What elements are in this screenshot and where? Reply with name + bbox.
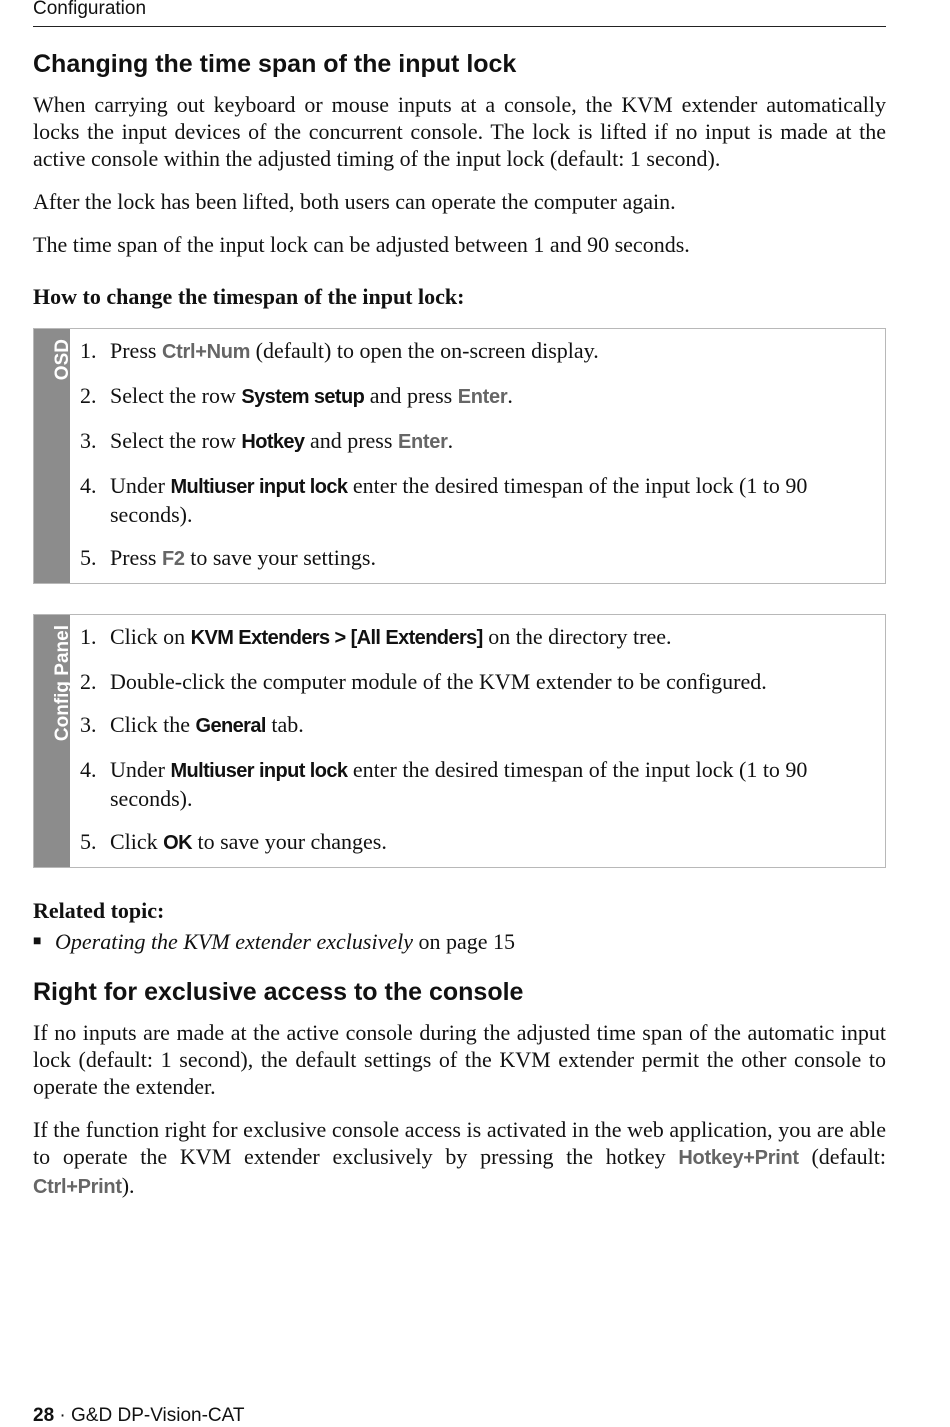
step-item: 4. Under Multiuser input lock enter the desired timespan of the input lock (1 to 90 seconds).	[80, 473, 808, 527]
osd-side-label: OSD	[52, 339, 73, 381]
related-topic-heading: Related topic:	[33, 898, 165, 923]
hotkey: Ctrl+Num	[161, 341, 251, 363]
section-title-exclusive-access: Right for exclusive access to the console	[33, 978, 524, 1006]
hotkey: F2	[161, 548, 185, 570]
config-panel-instructions-box	[33, 614, 886, 868]
paragraph: The time span of the input lock can be adjusted between 1 and 90 seconds.	[33, 232, 690, 257]
config-panel-step-list	[80, 623, 871, 857]
step-item: 5. Press F2 to save your settings.	[80, 545, 376, 570]
step-item: 3. Select the row Hotkey and press Enter.	[80, 428, 454, 453]
menu-keyword: OK	[163, 832, 192, 854]
related-topic-link[interactable]: Operating the KVM extender exclusively	[55, 929, 413, 954]
hotkey: Ctrl+Print	[33, 1176, 122, 1198]
bullet-icon: ■	[33, 934, 42, 949]
menu-keyword: General	[195, 715, 266, 737]
menu-keyword: Hotkey	[241, 431, 305, 453]
menu-keyword: Multiuser input lock	[170, 760, 348, 782]
osd-step-list	[80, 337, 871, 573]
step-item: 3. Click the General tab.	[80, 712, 304, 737]
product-name: G&D DP-Vision-CAT	[71, 1405, 245, 1426]
running-header: Configuration	[33, 0, 886, 27]
menu-keyword: System setup	[241, 386, 365, 408]
related-topic-item: ■ Operating the KVM extender exclusively on page 15	[33, 929, 516, 954]
hotkey: Enter	[457, 386, 508, 408]
hotkey: Enter	[397, 431, 448, 453]
paragraph: If no inputs are made at the active console during the adjusted time span of the automatic input lock (default: 1 second), the default settings of the KVM extender permit the other console to operate the extender.	[33, 1020, 886, 1099]
step-item: 5. Click OK to save your changes.	[80, 829, 387, 854]
step-item: 1. Press Ctrl+Num (default) to open the on-screen display.	[80, 338, 599, 363]
osd-side-tab	[34, 329, 73, 583]
paragraph: After the lock has been lifted, both users can operate the computer again.	[33, 189, 676, 214]
step-item: 1. Click on KVM Extenders > [All Extenders] on the directory tree.	[80, 624, 672, 649]
page-number: 28	[33, 1405, 55, 1426]
hotkey: Hotkey+Print	[678, 1147, 799, 1169]
step-item: 2. Double-click the computer module of the KVM extender to be configured.	[80, 669, 767, 694]
menu-keyword: KVM Extenders > [All Extenders]	[190, 627, 483, 649]
page	[33, 0, 886, 1217]
page-footer: 28 · G&D DP-Vision-CAT	[33, 1405, 245, 1426]
config-panel-side-label: Config Panel	[52, 625, 73, 742]
howto-heading: How to change the timespan of the input lock:	[33, 284, 465, 309]
paragraph: When carrying out keyboard or mouse inputs at a console, the KVM extender automatically locks the input devices of the concurrent console. The lock is lifted if no input is made at the active console within the adjusted timing of the input lock (default: 1 second).	[33, 92, 886, 171]
osd-instructions-box	[33, 328, 886, 584]
step-item: 4. Under Multiuser input lock enter the desired timespan of the input lock (1 to 90 seconds).	[80, 757, 808, 811]
section-title-input-lock: Changing the time span of the input lock	[33, 50, 517, 78]
paragraph: If the function right for exclusive console access is activated in the web application, you are able to operate the KVM extender exclusively by pressing the hotkey Hotkey+Print (default: Ctrl+Print).	[33, 1117, 886, 1198]
config-panel-side-tab	[34, 615, 73, 867]
step-item: 2. Select the row System setup and press Enter.	[80, 383, 513, 408]
menu-keyword: Multiuser input lock	[170, 476, 348, 498]
